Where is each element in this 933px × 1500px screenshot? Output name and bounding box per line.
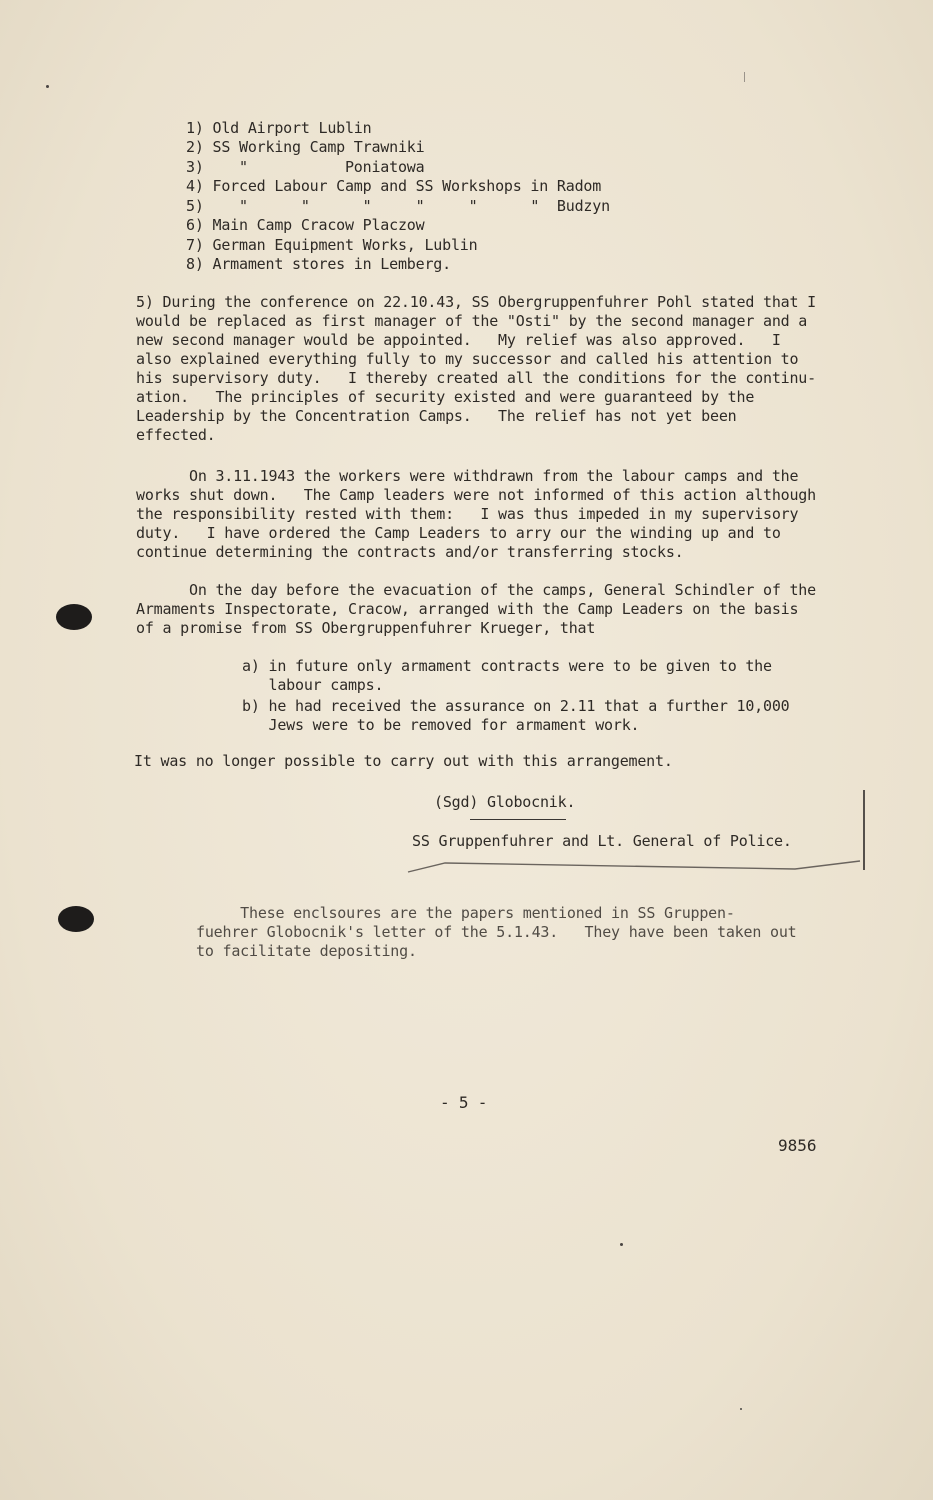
text-line: On 3.11.1943 the workers were withdrawn from the labour camps and the — [136, 467, 799, 485]
closing-line: It was no longer possible to carry out with this arrangement. — [134, 752, 673, 770]
paper-speck — [740, 1408, 742, 1410]
paper-speck — [46, 85, 49, 88]
list-item: 5) " " " " " " Budzyn — [186, 197, 610, 215]
signature: (Sgd) Globocnik. — [434, 793, 576, 811]
signature-underline — [470, 819, 566, 820]
text-line: to facilitate depositing. — [196, 942, 417, 960]
paper-speck — [620, 1243, 623, 1246]
punch-hole — [58, 906, 94, 932]
text-line: continue determining the contracts and/or transferring stocks. — [136, 543, 684, 561]
text-line: works shut down. The Camp leaders were not informed of this action although — [136, 486, 816, 504]
paper-speck — [744, 72, 745, 82]
text-line: of a promise from SS Obergruppenfuhrer Krueger, that — [136, 619, 596, 637]
list-item: 8) Armament stores in Lemberg. — [186, 255, 451, 273]
text-line: 5) During the conference on 22.10.43, SS Obergruppenfuhrer Pohl stated that I — [136, 293, 816, 311]
list-item: 4) Forced Labour Camp and SS Workshops in Radom — [186, 177, 602, 195]
list-item: 7) German Equipment Works, Lublin — [186, 236, 478, 254]
page-number: - 5 - — [440, 1093, 488, 1112]
text-line: ation. The principles of security existed and were guaranteed by the — [136, 388, 755, 406]
text-line: effected. — [136, 426, 216, 444]
list-item: 6) Main Camp Cracow Placzow — [186, 216, 425, 234]
list-item: 3) " Poniatowa — [186, 158, 425, 176]
text-line: would be replaced as first manager of the "Osti" by the second manager and a — [136, 312, 808, 330]
text-line: labour camps. — [242, 676, 384, 694]
document-number: 9856 — [778, 1136, 817, 1155]
signature-title: SS Gruppenfuhrer and Lt. General of Police. — [412, 832, 792, 850]
text-line: b) he had received the assurance on 2.11 that a further 10,000 — [242, 697, 790, 715]
text-line: Jews were to be removed for armament work. — [242, 716, 640, 734]
text-line: Armaments Inspectorate, Cracow, arranged with the Camp Leaders on the basis — [136, 600, 799, 618]
text-line: duty. I have ordered the Camp Leaders to arry our the winding up and to — [136, 524, 781, 542]
text-line: also explained everything fully to my successor and called his attention to — [136, 350, 799, 368]
margin-mark — [863, 790, 865, 870]
text-line: On the day before the evacuation of the camps, General Schindler of the — [136, 581, 816, 599]
list-item: 1) Old Airport Lublin — [186, 119, 372, 137]
list-item: 2) SS Working Camp Trawniki — [186, 138, 425, 156]
punch-hole — [56, 604, 92, 630]
text-line: fuehrer Globocnik's letter of the 5.1.43. They have been taken out — [196, 923, 797, 941]
text-line: the responsibility rested with them: I was thus impeded in my supervisory — [136, 505, 799, 523]
signature-stroke — [405, 855, 865, 877]
text-line: These enclsoures are the papers mentioned in SS Gruppen- — [196, 904, 735, 922]
text-line: new second manager would be appointed. My relief was also approved. I — [136, 331, 781, 349]
text-line: Leadership by the Concentration Camps. The relief has not yet been — [136, 407, 737, 425]
text-line: a) in future only armament contracts were to be given to the — [242, 657, 772, 675]
text-line: his supervisory duty. I thereby created all the conditions for the continu- — [136, 369, 816, 387]
